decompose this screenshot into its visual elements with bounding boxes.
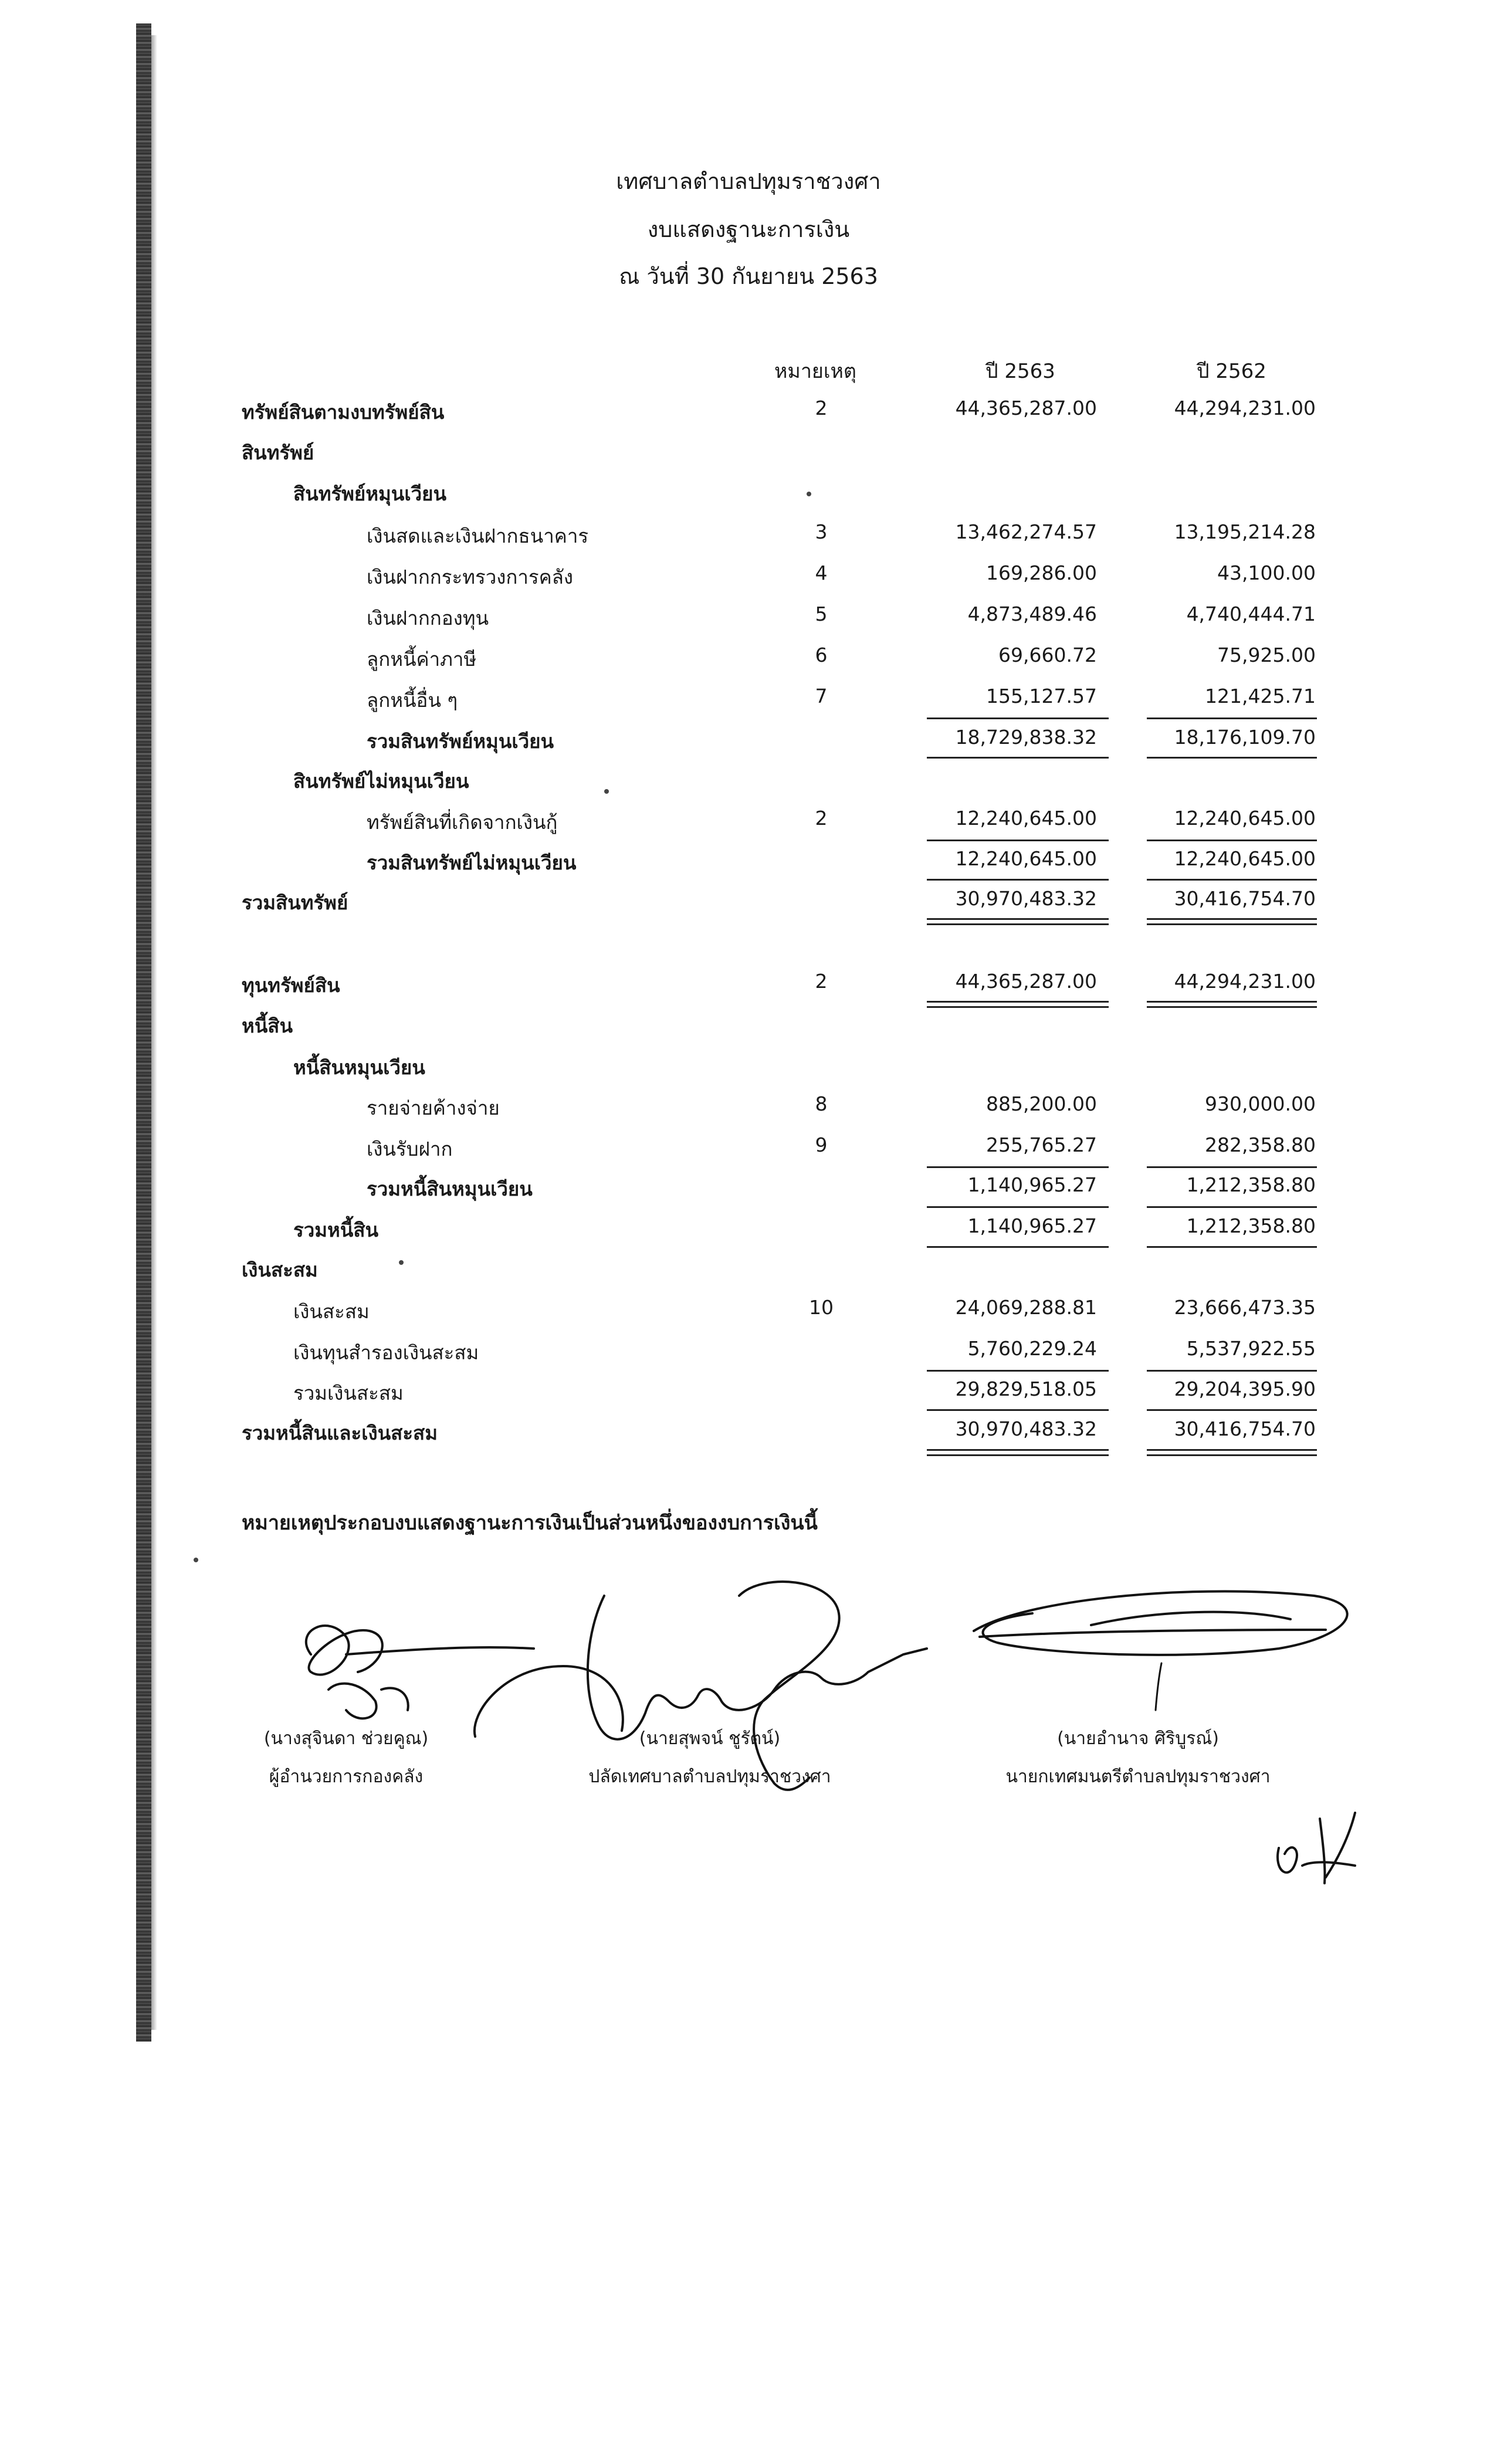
row-label: เงินสะสม — [242, 1258, 318, 1281]
row-value-2562: 1,212,358.80 — [1186, 1173, 1316, 1196]
table-row — [0, 685, 1497, 720]
row-value-2563: 885,200.00 — [986, 1092, 1097, 1115]
row-label: ทรัพย์สินที่เกิดจากเงินกู้ — [367, 811, 558, 834]
table-row — [0, 437, 1497, 472]
org-name: เทศบาลตำบลปทุมราชวงศา — [616, 168, 881, 194]
subtotal-rule — [1147, 717, 1317, 719]
row-label: เงินสดและเงินฝากธนาคาร — [367, 524, 589, 547]
row-label: หนี้สิน — [242, 1014, 293, 1037]
row-label: ทุนทรัพย์สิน — [242, 974, 340, 997]
row-label: สินทรัพย์ไม่หมุนเวียน — [293, 770, 469, 793]
table-row — [0, 397, 1497, 432]
row-label: รายจ่ายค้างจ่าย — [367, 1096, 500, 1119]
table-row — [0, 726, 1497, 761]
row-label: รวมหนี้สิน — [293, 1219, 379, 1241]
table-row — [0, 520, 1497, 556]
total-rule — [927, 1246, 1109, 1248]
row-value-2562: 75,925.00 — [1217, 644, 1316, 666]
row-value-2563: 29,829,518.05 — [955, 1377, 1097, 1400]
row-note: 2 — [815, 807, 828, 830]
scan-speck — [399, 1260, 404, 1265]
table-row — [0, 766, 1497, 801]
row-label: รวมสินทรัพย์ — [242, 891, 348, 914]
row-note: 10 — [809, 1296, 834, 1319]
row-label: หนี้สินหมุนเวียน — [293, 1056, 425, 1079]
total-rule — [927, 1206, 1109, 1208]
subtotal-rule — [927, 840, 1109, 841]
row-label: เงินรับฝาก — [367, 1138, 453, 1160]
row-label: เงินฝากกองทุน — [367, 607, 489, 629]
column-header-year-2562: ปี 2562 — [1197, 360, 1266, 383]
row-label: ทรัพย์สินตามงบทรัพย์สิน — [242, 401, 445, 424]
row-value-2562: 13,195,214.28 — [1174, 520, 1316, 543]
scan-speck — [807, 492, 811, 496]
row-value-2563: 5,760,229.24 — [967, 1337, 1097, 1360]
table-row — [0, 1173, 1497, 1209]
total-rule — [927, 757, 1109, 759]
row-note: 7 — [815, 685, 828, 708]
subtotal-rule — [1147, 1370, 1317, 1372]
row-label: เงินสะสม — [293, 1300, 370, 1323]
row-note: 5 — [815, 603, 828, 625]
equity-double-rule — [1147, 1001, 1317, 1008]
grand-total-double-rule — [927, 1449, 1109, 1456]
subtotal-rule — [1147, 1166, 1317, 1168]
table-row — [0, 603, 1497, 638]
row-value-2563: 30,970,483.32 — [955, 887, 1097, 910]
total-rule — [1147, 1206, 1317, 1208]
row-note: 6 — [815, 644, 828, 666]
row-note: 4 — [815, 561, 828, 584]
total-rule — [1147, 1409, 1317, 1411]
row-label: สินทรัพย์ — [242, 441, 314, 464]
row-note: 3 — [815, 520, 828, 543]
row-label: ลูกหนี้อื่น ๆ — [367, 689, 458, 712]
table-row — [0, 1296, 1497, 1331]
row-value-2563: 24,069,288.81 — [955, 1296, 1097, 1319]
row-value-2562: 4,740,444.71 — [1186, 603, 1316, 625]
row-label: ลูกหนี้ค่าภาษี — [367, 648, 477, 671]
equity-double-rule — [927, 1001, 1109, 1008]
footnote: หมายเหตุประกอบงบแสดงฐานะการเงินเป็นส่วนหนึ่งของงบการเงินนี้ — [242, 1511, 818, 1535]
table-row — [0, 561, 1497, 597]
row-value-2562: 930,000.00 — [1205, 1092, 1316, 1115]
row-value-2563: 69,660.72 — [998, 644, 1097, 666]
row-note: 2 — [815, 970, 828, 993]
total-rule — [1147, 879, 1317, 881]
scan-speck — [604, 789, 609, 794]
subtotal-rule — [927, 1166, 1109, 1168]
row-value-2563: 44,365,287.00 — [955, 397, 1097, 419]
subtotal-rule — [927, 717, 1109, 719]
total-rule — [1147, 757, 1317, 759]
scan-speck — [194, 1558, 198, 1562]
row-value-2562: 121,425.71 — [1205, 685, 1316, 708]
row-note: 9 — [815, 1133, 828, 1156]
row-label: รวมหนี้สินและเงินสะสม — [242, 1421, 438, 1444]
row-value-2562: 30,416,754.70 — [1174, 1417, 1316, 1440]
table-row — [0, 887, 1497, 922]
row-label: รวมสินทรัพย์ไม่หมุนเวียน — [367, 851, 577, 874]
row-value-2563: 255,765.27 — [986, 1133, 1097, 1156]
table-row — [0, 1214, 1497, 1250]
total-rule — [927, 879, 1109, 881]
column-header-note: หมายเหตุ — [774, 360, 856, 383]
row-value-2562: 30,416,754.70 — [1174, 887, 1316, 910]
table-row — [0, 970, 1497, 1005]
row-value-2563: 169,286.00 — [986, 561, 1097, 584]
row-label: รวมหนี้สินหมุนเวียน — [367, 1177, 533, 1200]
signature-mayor — [962, 1561, 1373, 1713]
total-rule — [927, 1409, 1109, 1411]
row-value-2562: 1,212,358.80 — [1186, 1214, 1316, 1237]
total-rule — [1147, 1246, 1317, 1248]
statement-title: งบแสดงฐานะการเงิน — [647, 216, 850, 242]
table-row — [0, 847, 1497, 882]
row-value-2563: 1,140,965.27 — [967, 1214, 1097, 1237]
row-value-2563: 44,365,287.00 — [955, 970, 1097, 993]
table-row — [0, 807, 1497, 842]
table-row — [0, 1010, 1497, 1045]
subtotal-rule — [1147, 840, 1317, 841]
subtotal-rule — [927, 1370, 1109, 1372]
row-value-2563: 1,140,965.27 — [967, 1173, 1097, 1196]
row-value-2563: 18,729,838.32 — [955, 726, 1097, 749]
row-value-2562: 12,240,645.00 — [1174, 847, 1316, 870]
row-value-2562: 43,100.00 — [1217, 561, 1316, 584]
row-note: 8 — [815, 1092, 828, 1115]
row-label: รวมเงินสะสม — [293, 1382, 404, 1404]
row-note: 2 — [815, 397, 828, 419]
grand-total-double-rule — [1147, 1449, 1317, 1456]
signatory-3-title: นายกเทศมนตรีตำบลปทุมราชวงศา — [1005, 1766, 1271, 1787]
column-header-year-2563: ปี 2563 — [985, 360, 1055, 383]
initials-mark — [1267, 1807, 1367, 1889]
table-row — [0, 1092, 1497, 1128]
row-value-2562: 23,666,473.35 — [1174, 1296, 1316, 1319]
table-row — [0, 1337, 1497, 1372]
row-value-2563: 30,970,483.32 — [955, 1417, 1097, 1440]
statement-date: ณ วันที่ 30 กันยายน 2563 — [619, 263, 878, 289]
row-value-2563: 4,873,489.46 — [967, 603, 1097, 625]
row-value-2562: 18,176,109.70 — [1174, 726, 1316, 749]
row-label: สินทรัพย์หมุนเวียน — [293, 482, 447, 505]
signatory-1-title: ผู้อำนวยการกองคลัง — [269, 1766, 424, 1787]
table-row — [0, 1052, 1497, 1087]
row-value-2562: 44,294,231.00 — [1174, 397, 1316, 419]
table-row — [0, 644, 1497, 679]
signatory-3-name: (นายอำนาจ ศิริบูรณ์) — [1057, 1728, 1219, 1749]
grand-total-double-rule — [1147, 918, 1317, 925]
table-row — [0, 478, 1497, 513]
row-value-2562: 29,204,395.90 — [1174, 1377, 1316, 1400]
row-value-2562: 12,240,645.00 — [1174, 807, 1316, 830]
row-value-2563: 155,127.57 — [986, 685, 1097, 708]
table-row — [0, 1133, 1497, 1169]
grand-total-double-rule — [927, 918, 1109, 925]
row-value-2562: 5,537,922.55 — [1186, 1337, 1316, 1360]
row-label: รวมสินทรัพย์หมุนเวียน — [367, 730, 554, 753]
table-row — [0, 1377, 1497, 1413]
signature-municipal-clerk — [458, 1561, 985, 1795]
row-value-2563: 12,240,645.00 — [955, 807, 1097, 830]
signatory-2-name: (นายสุพจน์ ชูรัตน์) — [639, 1728, 781, 1749]
row-label: เงินทุนสำรองเงินสะสม — [293, 1341, 479, 1364]
table-row — [0, 1417, 1497, 1453]
row-label: เงินฝากกระทรวงการคลัง — [367, 566, 573, 588]
row-value-2562: 282,358.80 — [1205, 1133, 1316, 1156]
signatory-1-name: (นางสุจินดา ช่วยคูณ) — [263, 1728, 429, 1749]
row-value-2563: 12,240,645.00 — [955, 847, 1097, 870]
row-value-2563: 13,462,274.57 — [955, 520, 1097, 543]
signatory-2-title: ปลัดเทศบาลตำบลปทุมราชวงศา — [588, 1766, 831, 1787]
table-row — [0, 1254, 1497, 1289]
row-value-2562: 44,294,231.00 — [1174, 970, 1316, 993]
